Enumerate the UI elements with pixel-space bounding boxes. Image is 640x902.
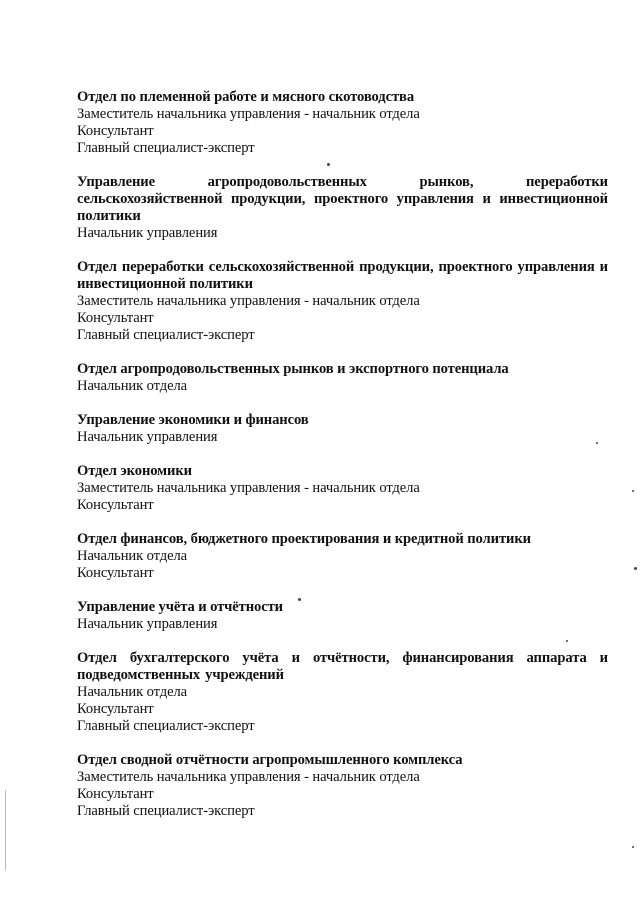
position-line: Консультант: [77, 786, 154, 802]
position-line: Начальник отдела: [77, 378, 188, 394]
section-finance-department: [77, 531, 608, 582]
section-heading: Отдел финансов, бюджетного проектирования и кредитной политики: [77, 531, 531, 547]
scan-speck: [632, 846, 634, 848]
section-heading: Отдел экономики: [77, 463, 192, 479]
section-economics-directorate: [77, 412, 608, 446]
section-consolidated-reporting-department: [77, 752, 608, 820]
section-heading: Отдел по племенной работе и мясного скотоводства: [77, 89, 415, 105]
section-heading: Отдел агропродовольственных рынков и экспортного потенциала: [77, 361, 509, 377]
section-heading: Отдел бухгалтерского учёта и отчётности, финансирования аппарата и подведомственных учреждений: [77, 650, 608, 683]
section-economics-department: [77, 463, 608, 514]
position-line: Консультант: [77, 701, 154, 717]
position-line: Начальник управления: [77, 225, 218, 241]
position-line: Главный специалист-эксперт: [77, 718, 255, 734]
section-heading: Управление учёта и отчётности: [77, 599, 283, 615]
section-heading: Отдел переработки сельскохозяйственной продукции, проектного управления и инвестиционной политики: [77, 259, 608, 292]
position-line: Консультант: [77, 565, 154, 581]
position-line: Начальник управления: [77, 429, 218, 445]
position-line: Заместитель начальника управления - начальник отдела: [77, 769, 420, 785]
position-line: Консультант: [77, 497, 154, 513]
position-line: Начальник управления: [77, 616, 218, 632]
position-line: Консультант: [77, 123, 154, 139]
section-heading: Управление экономики и финансов: [77, 412, 309, 428]
section-export-department: [77, 361, 608, 395]
position-line: Главный специалист-эксперт: [77, 140, 255, 156]
section-heading: Отдел сводной отчётности агропромышленного комплекса: [77, 752, 463, 768]
scan-speck: [634, 567, 637, 570]
document-body: [77, 89, 608, 837]
scan-speck: [566, 640, 568, 642]
section-processing-department: [77, 259, 608, 344]
position-line: Начальник отдела: [77, 684, 188, 700]
position-line: Заместитель начальника управления - начальник отдела: [77, 480, 420, 496]
position-line: Консультант: [77, 310, 154, 326]
section-heading: Управление агропродовольственных рынков, переработки сельскохозяйственной продукции, проектного управления и инвестиционной политики: [77, 174, 608, 224]
scan-speck: [298, 598, 301, 601]
section-accounting-directorate: [77, 599, 608, 633]
scan-edge-line: [5, 790, 6, 870]
section-breeding-department: [77, 89, 608, 157]
position-line: Главный специалист-эксперт: [77, 803, 255, 819]
position-line: Заместитель начальника управления - начальник отдела: [77, 106, 420, 122]
section-agro-markets-directorate: [77, 174, 608, 242]
scan-speck: [327, 163, 330, 166]
scan-speck: [632, 490, 634, 492]
position-line: Начальник отдела: [77, 548, 188, 564]
section-accounting-department: [77, 650, 608, 735]
position-line: Заместитель начальника управления - начальник отдела: [77, 293, 420, 309]
scan-speck: [596, 442, 598, 444]
position-line: Главный специалист-эксперт: [77, 327, 255, 343]
